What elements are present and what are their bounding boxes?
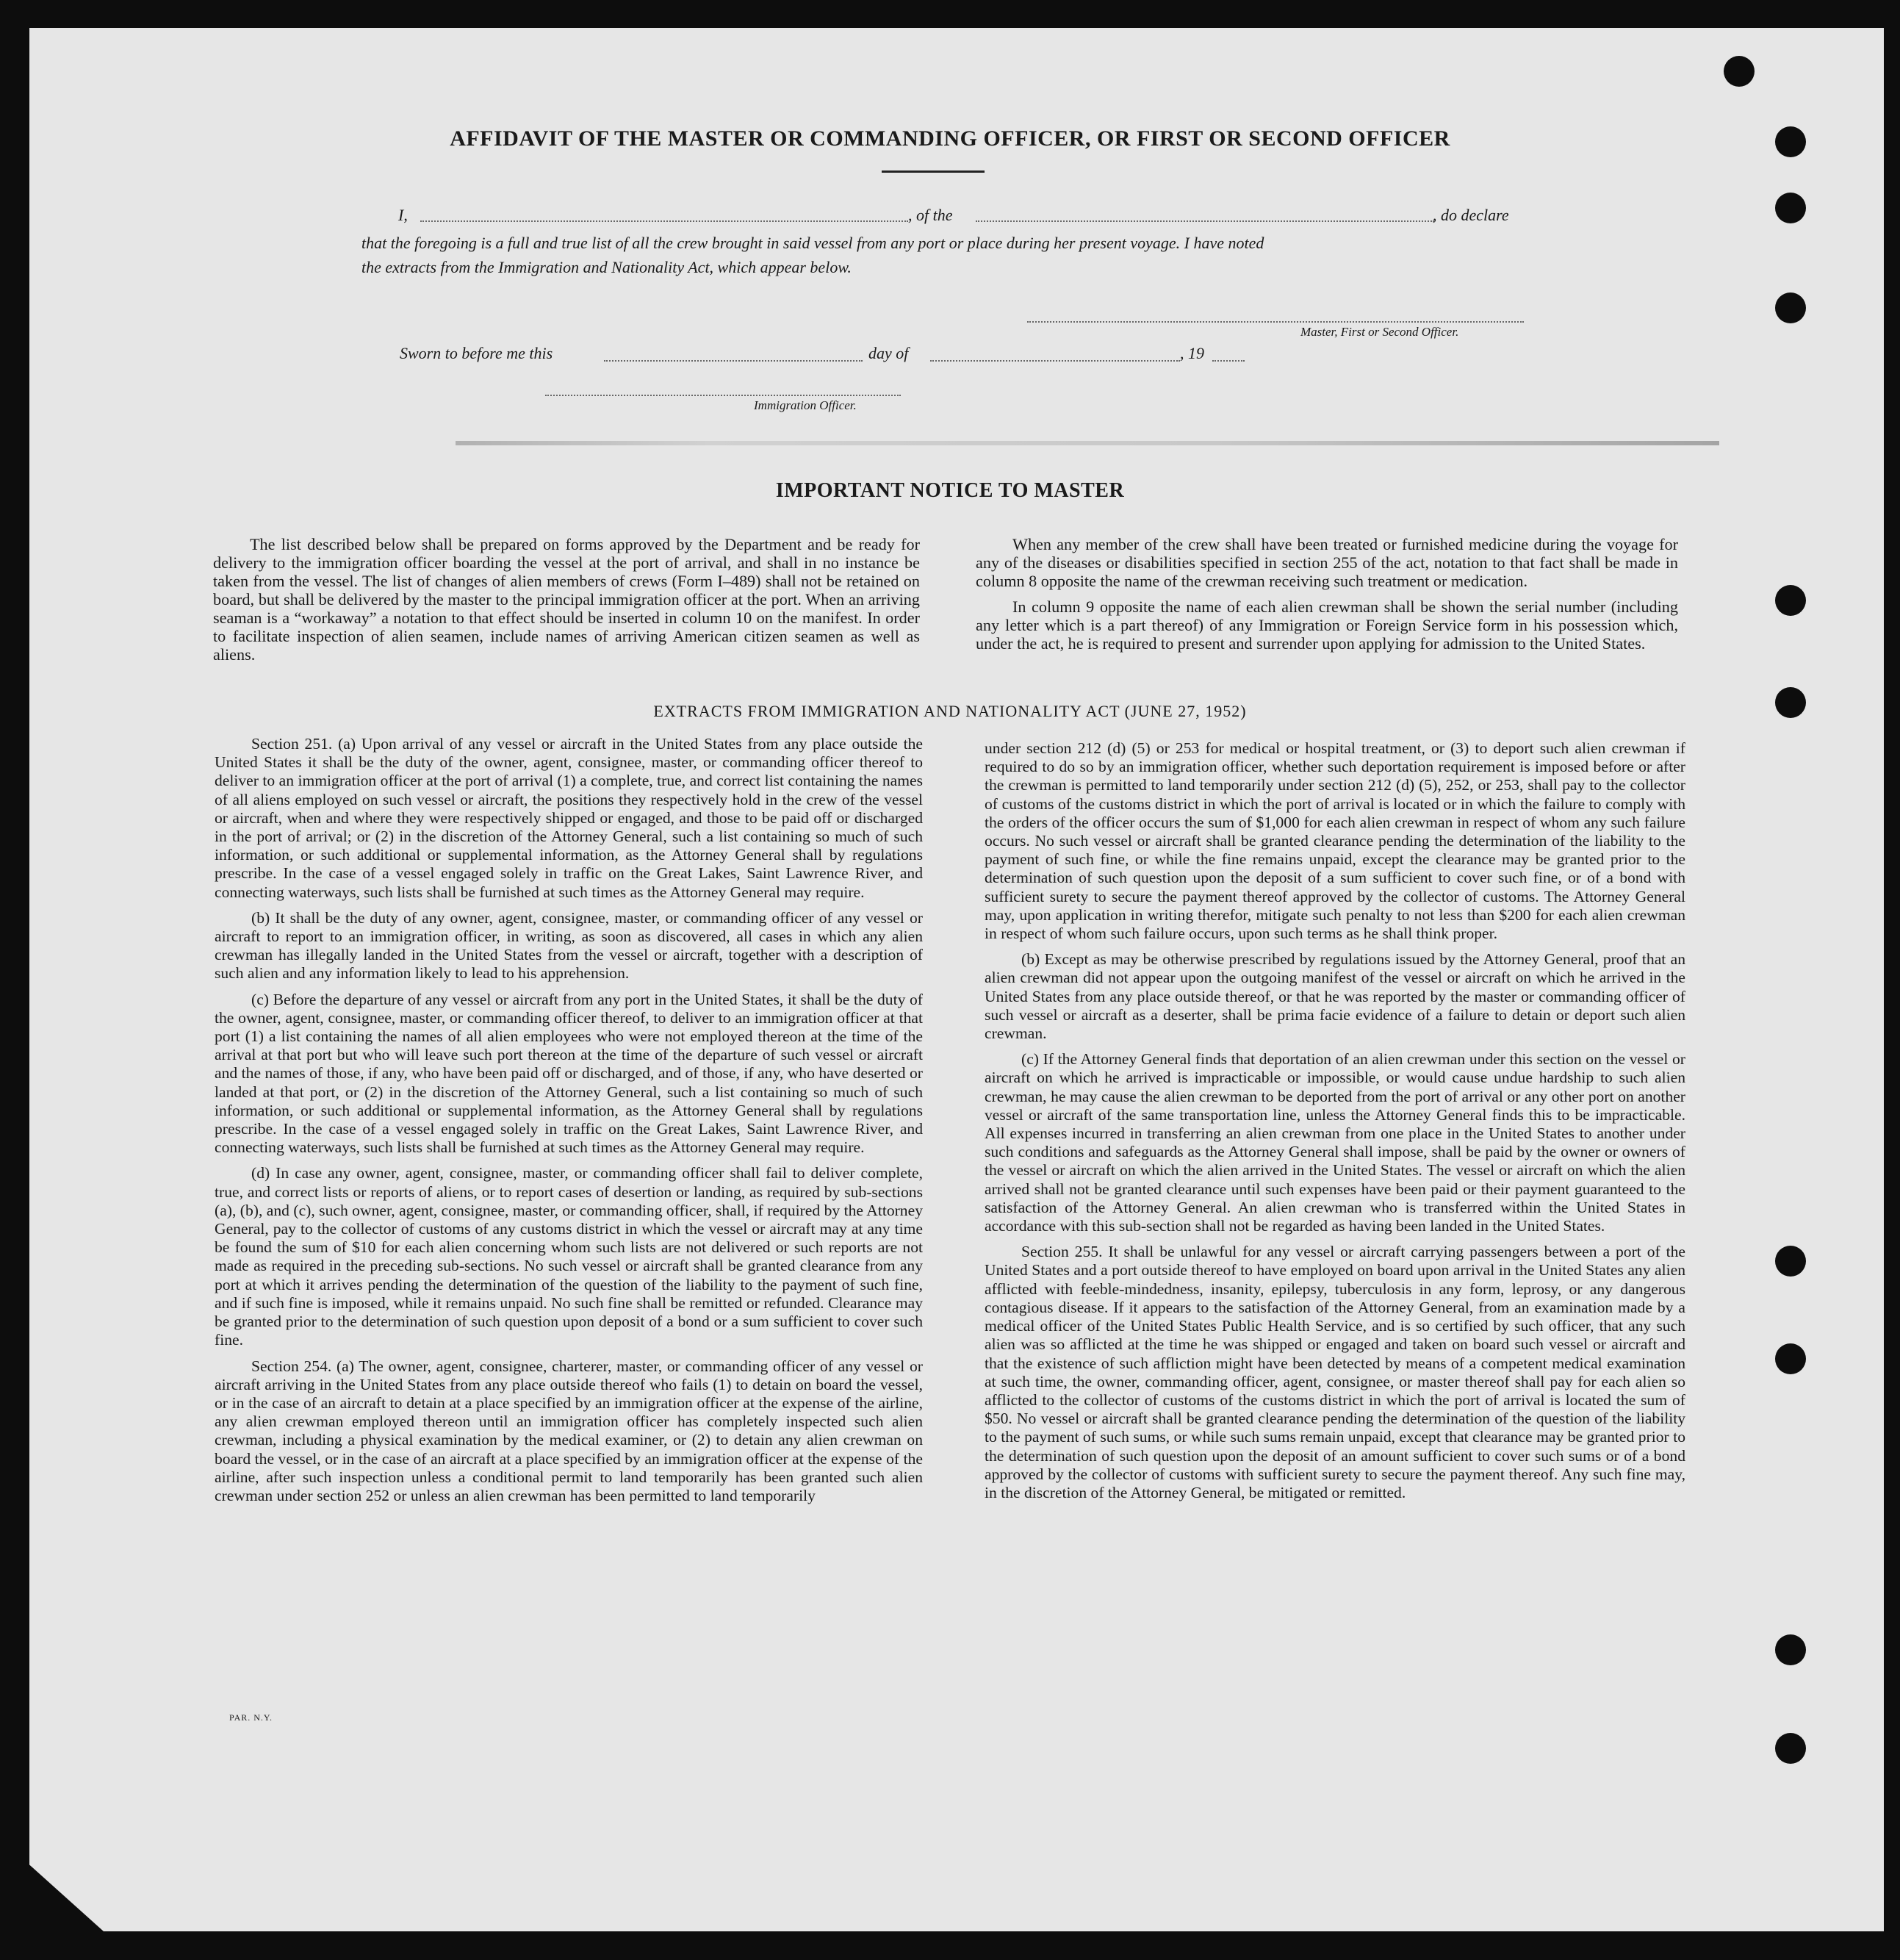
section-251-a: Section 251. (a) Upon arrival of any vessel or aircraft in the United States from any place outside the United States it shall be the duty of the owner, agent, consignee, master, or commanding officer thereof to deliver to an immigration officer at the port of arrival (1) a complete, true, and correct list containing the names of all aliens employed on such vessel or aircraft, the positions they respectively hold in the crew of the vessel or aircraft, when and where they were respectively shipped or engaged, and those to be paid off or discharged in the port of arrival; or (2) in the discretion of the Attorney General, such a list containing so much of such information, or such additional or supplemental information, as the Attorney General shall by regulations prescribe. In the case of a vessel engaged solely in traffic on the Great Lakes, Saint Lawrence River, and connecting waterways, such lists shall be furnished at such times as the Attorney General may require.	[215, 735, 923, 901]
officer-caption: Master, First or Second Officer.	[1300, 325, 1459, 339]
sworn-label: Sworn to before me this	[400, 344, 553, 362]
section-254-c: (c) If the Attorney General finds that deportation of an alien crewman under this section on the vessel or aircraft on which he arrived is impracticable or impossible, or would cause undue hardship to such alien crewman, he may cause the alien crewman to be deported from the port of arrival or any other port on another vessel or aircraft of the same transportation line, unless the Attorney General finds this to be impracticable. All expenses incurred in transferring an alien crewman from one place in the United States to another under such conditions and safeguards as the Attorney General shall impose, shall be paid by the owner or owners of the vessel or aircraft on which the alien arrived in the United States. The vessel or aircraft on which the alien arrived shall not be granted clearance until such expenses have been paid or their payment guaranteed to the satisfaction of the Attorney General. An alien crewman who is transferred within the United States in accordance with this sub-section shall not be regarded as having been landed in the United States.	[985, 1050, 1685, 1235]
punch-hole	[1775, 292, 1806, 323]
title-rule	[882, 170, 985, 173]
vessel-field[interactable]	[976, 220, 1434, 222]
punch-hole	[1775, 1634, 1806, 1665]
notice-left-column	[213, 535, 920, 671]
extracts-right-column	[985, 739, 1685, 1510]
sworn-day-field[interactable]	[604, 360, 863, 362]
section-divider	[456, 441, 1719, 445]
year-label: , 19	[1180, 344, 1204, 362]
declaration-line-2: the extracts from the Immigration and Nationality Act, which appear below.	[361, 258, 852, 276]
punch-hole	[1775, 1343, 1806, 1374]
notice-right-column	[976, 535, 1678, 660]
immigration-signature-field[interactable]	[545, 395, 901, 396]
declaration-line-1: that the foregoing is a full and true list of all the crew brought in said vessel from any port or place during her present voyage. I have noted	[361, 234, 1264, 252]
section-254-a: Section 254. (a) The owner, agent, consignee, charterer, master, or commanding officer of any vessel or aircraft arriving in the United States from any place outside thereof who fails (1) to detain on board the vessel, or in the case of an aircraft to detain at a place specified by an immigration officer at the expense of the airline, any alien crewman employed thereon until an immigration officer has completely inspected such alien crewman, including a physical examination by the medical examiner, or (2) to detain any alien crewman on board the vessel, or in the case of an aircraft at a place specified by an immigration officer at the expense of the airline, after such inspection unless a conditional permit to land temporarily has been granted such alien crewman under section 252 or unless an alien crewman has been permitted to land temporarily	[215, 1357, 923, 1504]
sworn-month-field[interactable]	[930, 360, 1180, 362]
sworn-year-field[interactable]	[1212, 360, 1245, 362]
section-254-a-continued: under section 212 (d) (5) or 253 for medical or hospital treatment, or (3) to deport such alien crewman if required to do so by an immigration officer, whether such deportation requirement is imposed before or after the crewman is permitted to land temporarily under section 212 (d) (5), 252, or 253, shall pay to the collector of customs of the customs district in which the port of arrival is located or in which the failure to comply with the orders of the officer occurs the sum of $1,000 for each alien crewman in respect of whom any such failure occurs. No such vessel or aircraft shall be granted clearance pending the determination of the liability to the payment of such fine, or while the fine remains unpaid, except the clearance may be granted prior to the determination of such question upon the deposit of a sum sufficient to cover such fine, or of a bond with sufficient surety to secure the payment thereof approved by the collector of customs. The Attorney General may, upon application in writing therefor, mitigate such penalty to not less than $200 for each alien crewman in respect of whom such failure occurs, upon such terms as he shall think proper.	[985, 739, 1685, 943]
punch-hole	[1775, 585, 1806, 616]
day-of-label: day of	[868, 344, 909, 362]
punch-hole	[1724, 56, 1755, 87]
notice-right-paragraph-1: When any member of the crew shall have been treated or furnished medicine during the voyage for any of the diseases or disabilities specified in section 255 of the act, notation to that fact shall be made in column 8 opposite the name of the crewman receiving such treatment or medication.	[976, 535, 1678, 590]
extracts-left-column	[215, 735, 923, 1512]
punch-hole	[1775, 193, 1806, 223]
section-254-b: (b) Except as may be otherwise prescribed by regulations issued by the Attorney General, proof that an alien crewman did not appear upon the outgoing manifest of the vessel or aircraft on which he arrived in the United States from any place outside thereof, or that he was reported by the master or commanding officer of such vessel or aircraft as a deserter, shall be prima facie evidence of a failure to detain or deport such alien crewman.	[985, 950, 1685, 1043]
section-251-d: (d) In case any owner, agent, consignee, master, or commanding officer shall fail to deliver complete, true, and correct lists or reports of aliens, or to report cases of desertion or landing, as required by sub-sections (a), (b), and (c), such owner, agent, consignee, master, or commanding officer, shall, if required by the Attorney General, pay to the collector of customs of any customs district in which the vessel or aircraft may at any time be found the sum of $10 for each alien concerning whom such lists are not delivered or such reports are not made as required in the preceding sub-sections. No such vessel or aircraft shall be granted clearance from any port at which it arrives pending the determination of the question of the liability to the payment of such fine, and if such fine is imposed, while it remains unpaid. No such fine shall be remitted or refunded. Clearance may be granted prior to the determination of such question upon deposit of a bond or a sum sufficient to cover such fine.	[215, 1164, 923, 1349]
section-255: Section 255. It shall be unlawful for any vessel or aircraft carrying passengers between a port of the United States and a port outside thereof to have employed on board upon arrival in the United States any alien afflicted with feeble-mindedness, insanity, epilepsy, tuberculosis in any form, leprosy, or any dangerous contagious disease. If it appears to the satisfaction of the Attorney General, from an examination made by a medical officer of the United States Public Health Service, and is so certified by such officer, that any such alien was so afflicted at the time he was shipped or engaged and taken on board such vessel or aircraft and that the existence of such affliction might have been detected by means of a competent medical examination at such time, the owner, commanding officer, agent, consignee, or master thereof shall pay for each alien so afflicted to the collector of customs of the customs district in which the port of arrival is located the sum of $50. No vessel or aircraft shall be granted clearance pending the determination of the question of the liability to the payment of such sums, or while such sums remain unpaid, except that clearance may be granted prior to the determination of such question upon the deposit of an amount sufficient to cover such sums or of a bond approved by the collector of customs with sufficient surety to secure the payment thereof. Any such fine may, in the discretion of the Attorney General, be mitigated or remitted.	[985, 1243, 1685, 1501]
punch-hole	[1775, 1733, 1806, 1764]
name-field[interactable]	[420, 220, 908, 222]
extracts-title: EXTRACTS FROM IMMIGRATION AND NATIONALITY ACT (JUNE 27, 1952)	[653, 702, 1247, 720]
notice-right-paragraph-2: In column 9 opposite the name of each alien crewman shall be shown the serial number (including any letter which is a part thereof) of any Immigration or Foreign Service form in his possession which, under the act, he is required to present and surrender upon applying for admission to the United States.	[976, 597, 1678, 653]
punch-hole	[1775, 1246, 1806, 1277]
printer-imprint: PAR. N.Y.	[229, 1712, 273, 1723]
immigration-caption: Immigration Officer.	[754, 398, 857, 412]
section-251-b: (b) It shall be the duty of any owner, agent, consignee, master, or commanding officer of any vessel or aircraft to report to an immigration officer, in writing, as soon as discovered, all cases in which any alien crewman has illegally landed in the United States from the vessel or aircraft, together with a description of such alien and any information likely to lead to his apprehension.	[215, 908, 923, 983]
do-declare-label: , do declare	[1433, 206, 1509, 224]
i-label: I,	[398, 206, 408, 224]
notice-title: IMPORTANT NOTICE TO MASTER	[775, 479, 1125, 502]
section-251-c: (c) Before the departure of any vessel or aircraft from any port in the United States, it shall be the duty of the owner, agent, consignee, master, or commanding officer thereof, to deliver to an immigration officer at that port (1) a list containing the names of all alien employees who were not employed thereon at the time of the arrival at that port but who will leave such port thereon at the time of the departure of such vessel or aircraft and the names of those, if any, who have been paid off or discharged, and of those, if any, who have deserted or landed at that port, or (2) in the discretion of the Attorney General, such a list containing so much of such information, or such additional or supplemental information, as the Attorney General shall by regulations prescribe. In the case of a vessel engaged solely in traffic on the Great Lakes, Saint Lawrence River, and connecting waterways, such lists shall be furnished at such times as the Attorney General may require.	[215, 990, 923, 1157]
notice-left-paragraph: The list described below shall be prepared on forms approved by the Department and be ready for delivery to the immigration officer boarding the vessel at the port of arrival, and shall in no instance be taken from the vessel. The list of changes of alien members of crews (Form I–489) shall not be retained on board, but shall be delivered by the master to the principal immigration officer at the port. When an arriving seaman is a “workaway” a notation to that effect should be inserted in column 10 on the manifest. In order to facilitate inspection of alien seamen, include names of arriving American citizen seamen as well as aliens.	[213, 535, 920, 664]
of-the-label: , of the	[908, 206, 953, 224]
officer-signature-field[interactable]	[1027, 321, 1524, 323]
affidavit-title: AFFIDAVIT OF THE MASTER OR COMMANDING OFFICER, OR FIRST OR SECOND OFFICER	[450, 126, 1450, 151]
